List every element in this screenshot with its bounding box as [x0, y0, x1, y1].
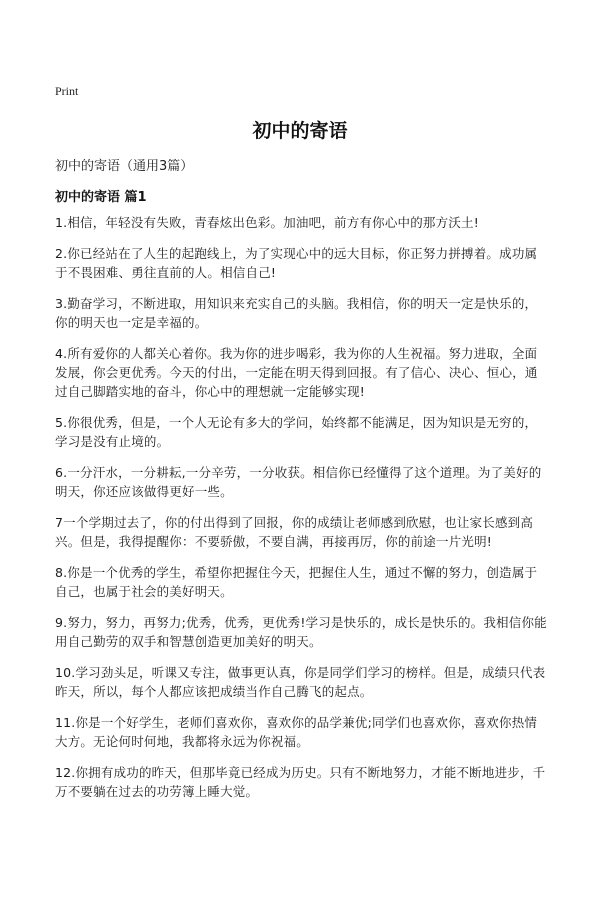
- list-item: 9.努力，努力，再努力;优秀，优秀，更优秀!学习是快乐的，成长是快乐的。我相信你能用自己勤劳的双手和智慧创造更加美好的明天。: [55, 615, 547, 649]
- list-item: 3.勤奋学习，不断进取，用知识来充实自己的头脑。我相信，你的明天一定是快乐的，你的明天也一定是幸福的。: [55, 296, 538, 330]
- print-label: Print: [55, 84, 79, 98]
- section-heading: 初中的寄语 篇1: [55, 190, 147, 205]
- list-item: 12.你拥有成功的昨天，但那毕竟已经成为历史。只有不断地努力，才能不断地进步，千万不要躺在过去的功劳簿上睡大觉。: [55, 765, 546, 799]
- list-item: 5.你很优秀，但是，一个人无论有多大的学问，始终都不能满足，因为知识是无穷的，学习是没有止境的。: [55, 415, 538, 449]
- list-item: 4.所有爱你的人都关心着你。我为你的进步喝彩，我为你的人生祝福。努力进取，全面发展，你会更优秀。今天的付出，一定能在明天得到回报。有了信心、决心、恒心，通过自己脚踏实地的奋斗，你心中的理想就一定能够实现!: [55, 346, 538, 399]
- list-item: 8.你是一个优秀的学生，希望你把握住今天，把握住人生，通过不懈的努力，创造属于自己，也属于社会的美好明天。: [55, 565, 538, 599]
- blessing-list: [55, 213, 547, 813]
- document-subtitle: 初中的寄语（通用3篇）: [55, 159, 194, 174]
- list-item: 11.你是一个好学生，老师们喜欢你，喜欢你的品学兼优;同学们也喜欢你，喜欢你热情大方。无论何时何地，我都将永远为你祝福。: [55, 715, 538, 749]
- list-item: 1.相信，年轻没有失败，青春炫出色彩。加油吧，前方有你心中的那方沃土!: [55, 215, 479, 230]
- list-item: 6.一分汗水，一分耕耘,一分辛劳，一分收获。相信你已经懂得了这个道理。为了美好的明天，你还应该做得更好一些。: [55, 465, 542, 499]
- list-item: 10.学习劲头足，听课又专注，做事更认真，你是同学们学习的榜样。但是，成绩只代表昨天，所以，每个人都应该把成绩当作自己腾飞的起点。: [55, 665, 546, 699]
- list-item: 2.你已经站在了人生的起跑线上，为了实现心中的远大目标，你正努力拼搏着。成功属于不畏困难、勇往直前的人。相信自己!: [55, 246, 538, 280]
- list-item: 7一个学期过去了，你的付出得到了回报，你的成绩让老师感到欣慰，也让家长感到高兴。但是，我得提醒你：不要骄傲，不要自满，再接再厉，你的前途一片光明!: [55, 515, 534, 549]
- page-title: 初中的寄语: [252, 120, 348, 142]
